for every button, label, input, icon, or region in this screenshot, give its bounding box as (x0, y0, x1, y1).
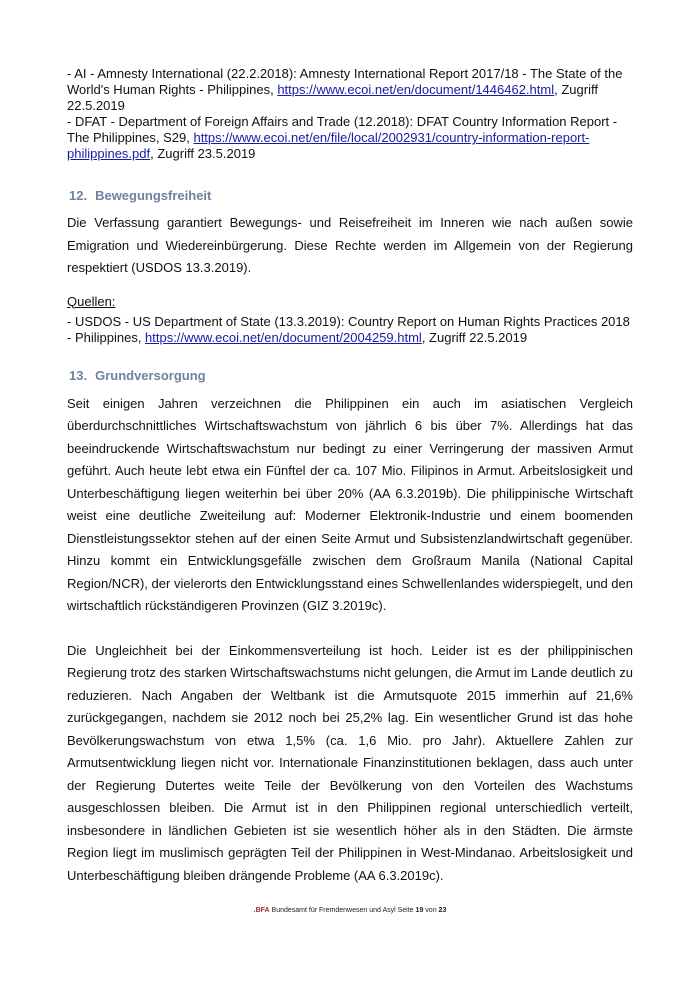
reference-access-date: , Zugriff 22.5.2019 (67, 82, 598, 113)
reference-link[interactable]: https://www.ecoi.net/en/file/local/2002931/country-information-report-philippines.pdf (67, 130, 590, 161)
section-heading-12 (67, 188, 633, 203)
section-number: 13. (69, 367, 88, 383)
reference-access-date: , Zugriff 22.5.2019 (421, 329, 528, 345)
reference-text: - USDOS - US Department of State (13.3.2019): Country Report on Human Rights Practices 2018 (67, 313, 630, 329)
section-title: Grundversorgung (95, 367, 206, 383)
footer-org: Bundesamt für Fremdenwesen und Asyl (271, 907, 396, 914)
sources-list (67, 314, 633, 346)
reference-link[interactable]: https://www.ecoi.net/en/document/1446462.html (277, 82, 555, 97)
references-top (67, 66, 633, 162)
footer-total-pages: 23 (438, 907, 447, 914)
section-heading-13 (67, 368, 633, 383)
reference-access-date: , Zugriff 23.5.2019 (150, 146, 256, 161)
reference-text: - Philippines, (67, 329, 146, 345)
footer-of-label: von (425, 907, 437, 914)
reference-item (67, 314, 633, 330)
paragraph: Die Ungleichheit bei der Einkommensverteilung ist hoch. Leider ist es der philippinischen Regierung trotz des starken Wirtschaftswachstums nicht gelungen, die Armut im Lande deutlich zu reduzieren. Nach Angaben der Weltbank ist die Armutsquote 2015 immerhin auf 21,6% zurückgegangen, nachdem sie 2012 noch bei 25,2% lag. Ein wesentlicher Grund ist das hohe Bevölkerungswachstum von etwa 1,5% (ca. 1,6 Mio. pro Jahr). Aktuellere Zahlen zur Armutsentwicklung liegen nicht vor. Internationale Finanzinstitutionen beklagen, dass auch unter der Regierung Dutertes weite Teile der Bevölkerung von den Vorteilen des Wachstums ausgeschlossen bleiben. Die Armut ist in den Philippinen regional unterschiedlich verteilt, insbesondere in ländlichen Gebieten ist sie wesentlich höher als in den Städten. Die ärmste Region liegt im muslimisch geprägten Teil der Philippinen in West-Mindanao. Arbeitslosigkeit und Unterbeschäftigung bleiben drängende Probleme (AA 6.3.2019c). (67, 642, 633, 883)
reference-link[interactable]: https://www.ecoi.net/en/document/2004259.html (145, 329, 422, 345)
paragraph: Die Verfassung garantiert Bewegungs- und Reisefreiheit im Inneren wie nach außen sowie Emigration und Wiedereinbürgerung. Diese Rechte werden im Allgemein von der Regierung respektiert (USDOS 13.3.2019). (67, 215, 633, 275)
document-page (67, 66, 633, 887)
reference-text: - AI - Amnesty International (22.2.2018): Amnesty International Report 2017/18 - The State of the World's Human Rights - Philippines, (67, 66, 623, 97)
reference-item (67, 330, 633, 346)
page-footer (0, 907, 700, 914)
reference-item (67, 114, 633, 162)
reference-text: - DFAT - Department of Foreign Affairs and Trade (12.2018): DFAT Country Information Report - The Philippines, S29, (67, 114, 618, 145)
paragraph: Seit einigen Jahren verzeichnen die Philippinen ein auch im asiatischen Vergleich überdurchschnittliches Wirtschaftswachstum von jährlich 6 bis über 7%. Allerdings hat das beeindruckende Wirtschaftswachstum nur bedingt zu einer Verringerung der massiven Armut geführt. Auch heute lebt etwa ein Fünftel der ca. 107 Mio. Filipinos in Armut. Arbeitslosigkeit und Unterbeschäftigung liegen weiterhin bei über 20% (AA 6.3.2019b). Die philippinische Wirtschaft weist eine deutliche Zweiteilung auf: Moderner Elektronik-Industrie und einem boomenden Dienstleistungssektor stehen auf der einen Seite Armut und Subsistenzlandwirtschaft gegenüber. Hinzu kommt ein Entwicklungsgefälle zwischen dem Großraum Manila (National Capital Region/NCR), der vielerorts den Entwicklungsstand eines Schwellenlandes widerspiegelt, und den wirtschaftlich rückständigeren Provinzen (GIZ 3.2019c). (67, 395, 633, 613)
section-title: Bewegungsfreiheit (95, 188, 212, 203)
sources-label: Quellen: (67, 293, 116, 309)
bfa-logo: .BFA (253, 907, 270, 914)
section-number: 12. (69, 188, 88, 203)
footer-page-number: 19 (415, 907, 424, 914)
footer-page-label: Seite (397, 907, 414, 914)
reference-item (67, 66, 633, 114)
